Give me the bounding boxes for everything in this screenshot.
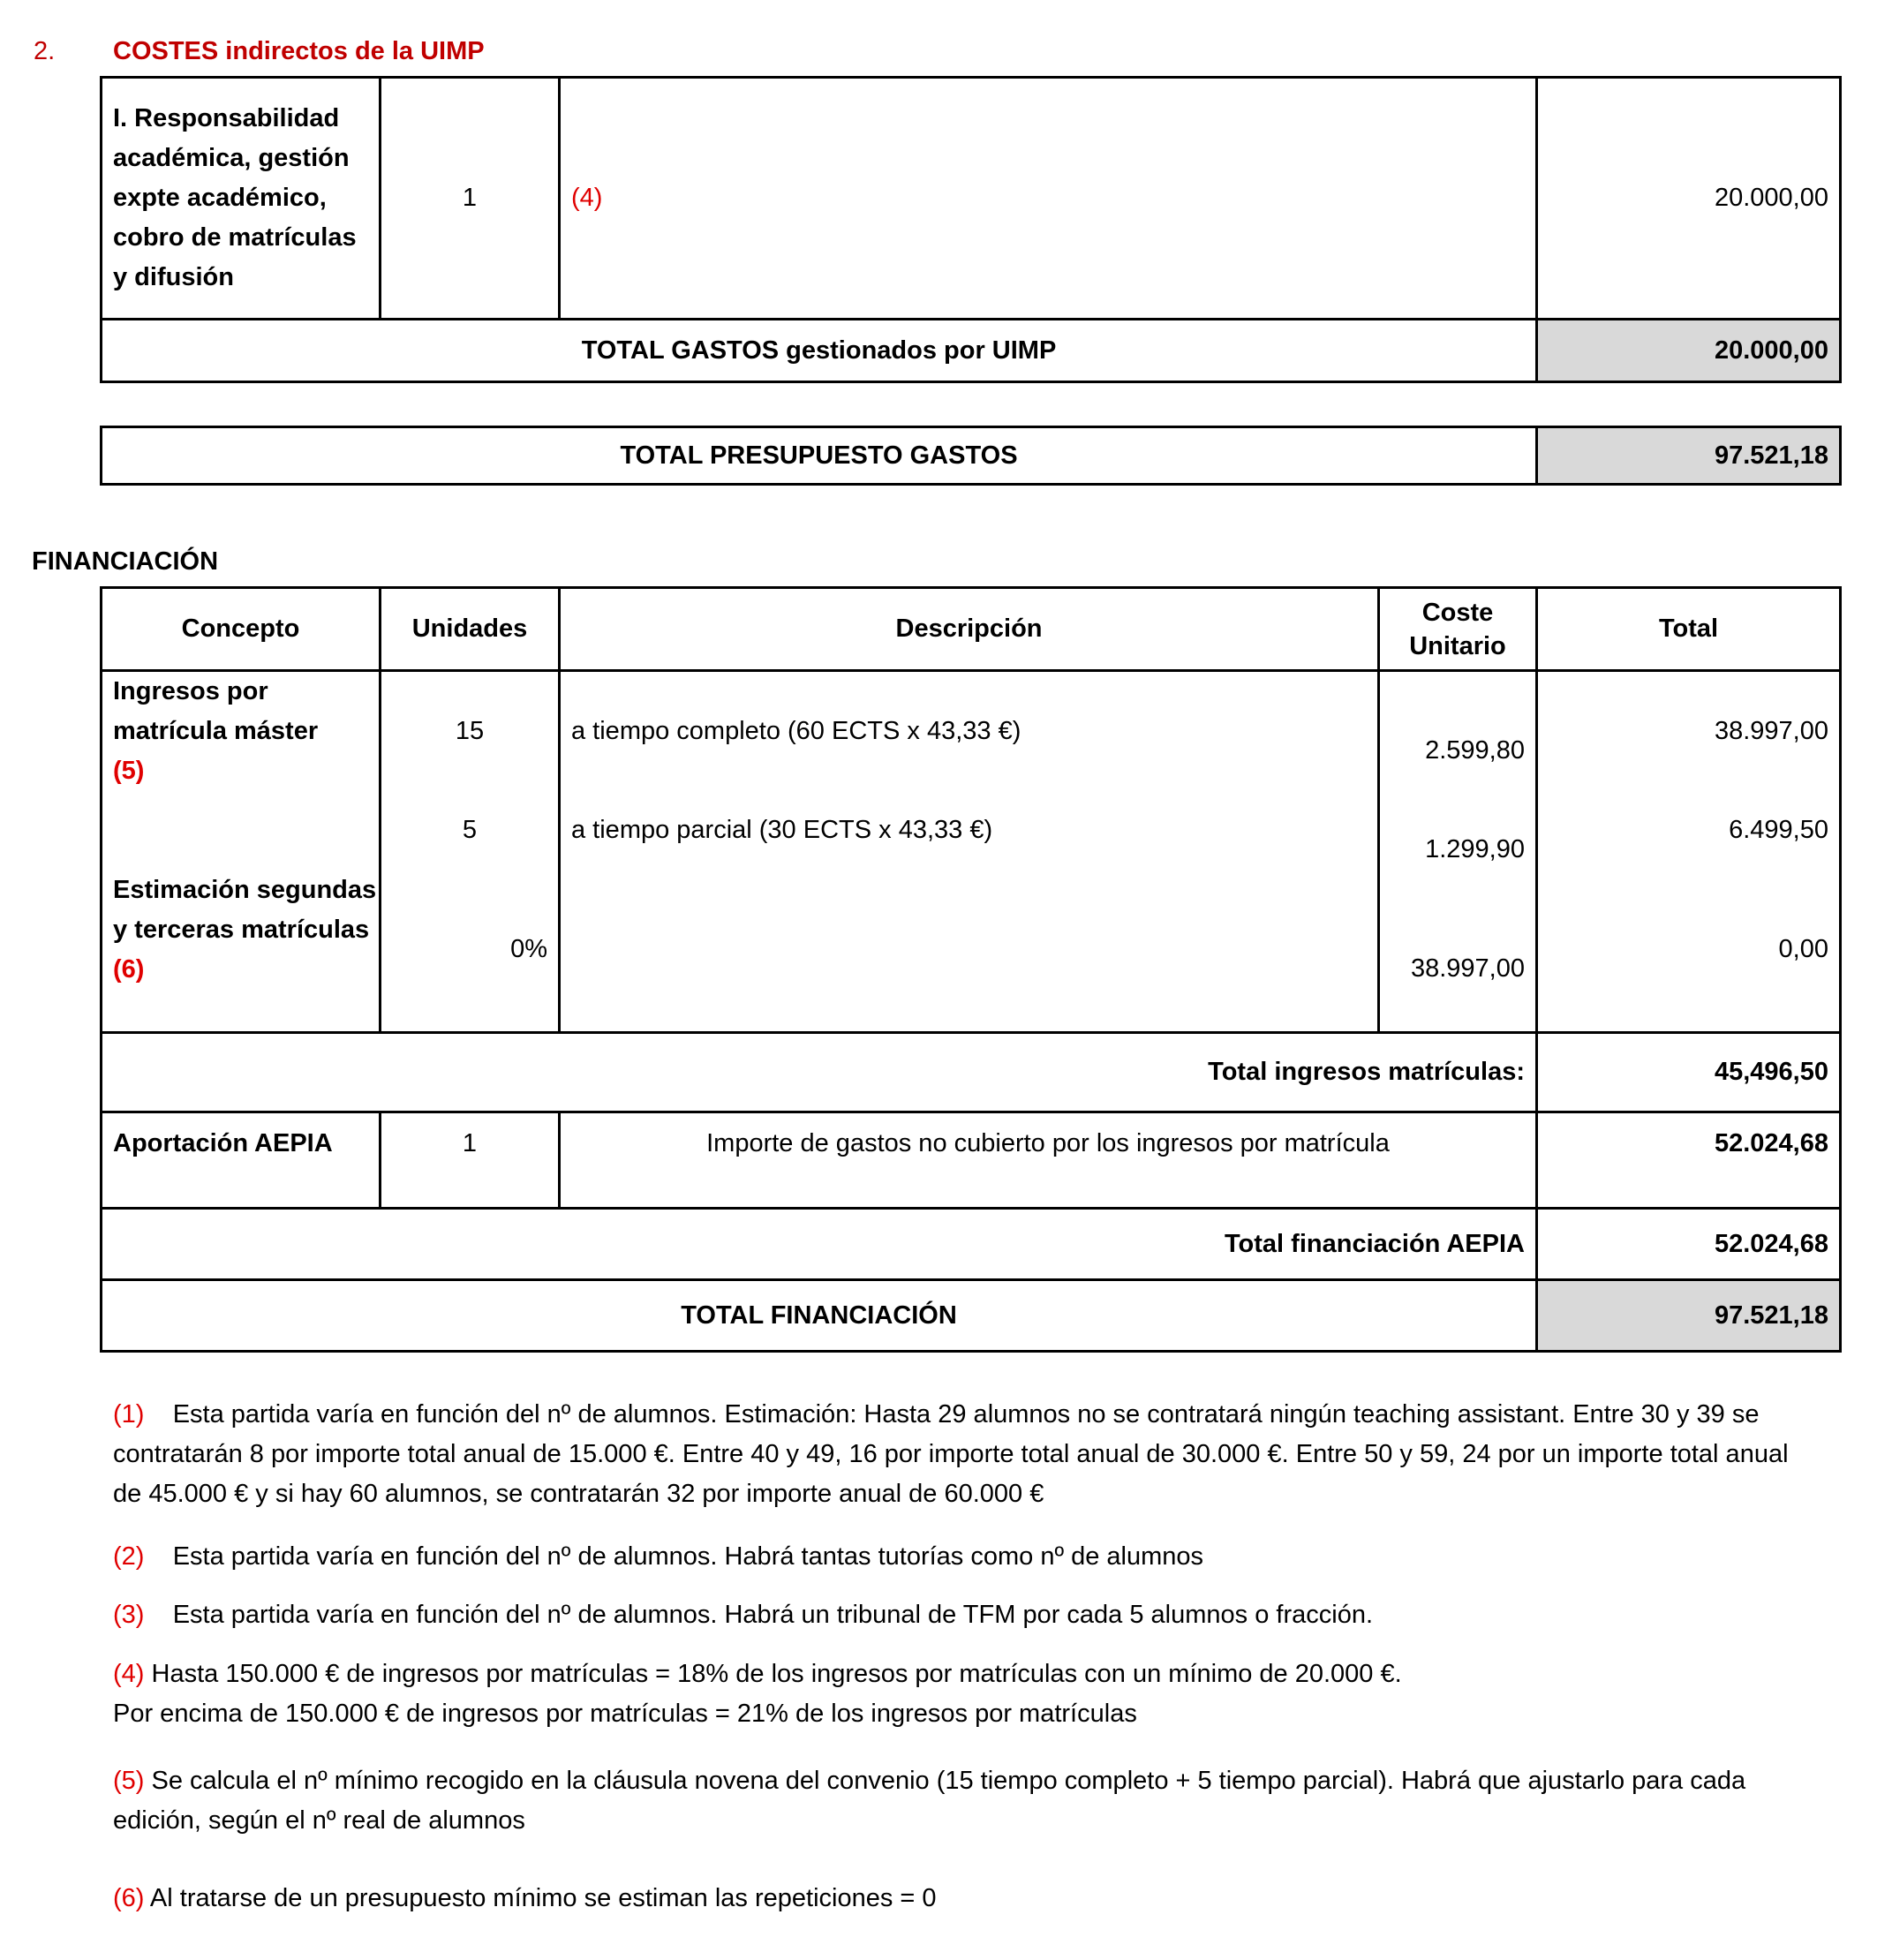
total-cell xyxy=(1537,671,1841,1033)
tuition-total-row xyxy=(102,1033,1841,1112)
table-row xyxy=(102,78,1841,320)
header-description: Descripción xyxy=(560,588,1379,671)
footnote-ref: (4) xyxy=(113,1660,145,1688)
footnote-4 xyxy=(113,1655,1817,1734)
footnote-text: Por encima de 150.000 € de ingresos por matrículas = 21% de los ingresos por matrículas xyxy=(113,1700,1137,1728)
total-value: 20.000,00 xyxy=(1537,320,1841,382)
financing-table xyxy=(100,586,1842,1353)
header-unit-cost: Coste Unitario xyxy=(1379,588,1537,671)
header-row xyxy=(102,588,1841,671)
aepia-total-row xyxy=(102,1209,1841,1280)
budget-total-table xyxy=(100,426,1842,486)
tuition-row xyxy=(102,671,1841,1033)
total-row xyxy=(102,320,1841,382)
footnote-ref: (3) xyxy=(113,1601,145,1629)
aepia-total-label: Total financiación AEPIA xyxy=(102,1209,1537,1280)
footnote-ref: (5) xyxy=(113,1767,145,1795)
tuition-total-value: 45,496,50 xyxy=(1537,1033,1841,1112)
aepia-total: 52.024,68 xyxy=(1537,1112,1841,1209)
grand-total-row xyxy=(102,1280,1841,1352)
total-label: TOTAL GASTOS gestionados por UIMP xyxy=(102,320,1537,382)
footnote-text: Al tratarse de un presupuesto mínimo se estiman las repeticiones = 0 xyxy=(149,1884,937,1912)
footnote-text: Esta partida varía en función del nº de alumnos. Habrá tantas tutorías como nº de alumnos xyxy=(172,1542,1204,1571)
description-value: a tiempo completo (60 ECTS x 43,33 €) xyxy=(571,717,1021,745)
footnote-1 xyxy=(113,1395,1817,1514)
units-cell xyxy=(381,671,560,1033)
unit-cost-value: 2.599,80 xyxy=(1425,736,1525,765)
header-concept: Concepto xyxy=(102,588,381,671)
concept-cell: I. Responsabilidad académica, gestión expte académico, cobro de matrículas y difusión xyxy=(102,78,381,320)
aepia-concept: Aportación AEPIA xyxy=(102,1112,381,1209)
tuition-ref: (5) xyxy=(113,757,145,785)
section-title: COSTES indirectos de la UIMP xyxy=(113,37,485,65)
total-value: 6.499,50 xyxy=(1729,816,1828,844)
grand-total-value: 97.521,18 xyxy=(1537,1280,1841,1352)
footnote-2 xyxy=(113,1537,1817,1577)
units-cell: 1 xyxy=(381,78,560,320)
budget-total-value: 97.521,18 xyxy=(1537,427,1841,485)
footnote-ref: (2) xyxy=(113,1542,145,1571)
footnote-text: Hasta 150.000 € de ingresos por matrículas = 18% de los ingresos por matrículas con un mínimo de 20.000 €. xyxy=(151,1660,1402,1688)
units-value: 5 xyxy=(462,816,478,844)
footnote-6 xyxy=(113,1879,1817,1919)
footnote-ref: (1) xyxy=(113,1400,145,1429)
units-value: 0% xyxy=(510,935,547,963)
aepia-description: Importe de gastos no cubierto por los ingresos por matrícula xyxy=(560,1112,1537,1209)
unit-cost-value: 38.997,00 xyxy=(1410,954,1525,983)
repeat-concept: Estimación segundas y terceras matrículas xyxy=(113,876,377,944)
units-value: 15 xyxy=(455,717,485,745)
footnote-3 xyxy=(113,1595,1817,1635)
footnote-text: Esta partida varía en función del nº de alumnos. Estimación: Hasta 29 alumnos no se contratará ningún teaching assistant. Entre 30 y 39 se contratarán 8 por importe total anual de 15.000 €. Entre 40 y 49, 16 por importe total anual de 30.000 €. Entre 50 y 59, 24 por un importe total anual de 45.000 € y si hay 60 alumnos, se contratarán 32 por importe anual de 60.000 € xyxy=(113,1400,1789,1508)
aepia-units: 1 xyxy=(381,1112,560,1209)
section-number: 2. xyxy=(34,37,56,65)
total-value: 0,00 xyxy=(1778,935,1828,963)
note-ref: (4) xyxy=(560,78,1537,320)
budget-total-label: TOTAL PRESUPUESTO GASTOS xyxy=(102,427,1537,485)
header-units: Unidades xyxy=(381,588,560,671)
header-total: Total xyxy=(1537,588,1841,671)
financing-heading: FINANCIACIÓN xyxy=(32,547,219,576)
total-cell: 20.000,00 xyxy=(1537,78,1841,320)
indirect-costs-table xyxy=(100,76,1842,383)
description-value: a tiempo parcial (30 ECTS x 43,33 €) xyxy=(571,816,993,844)
footnote-5 xyxy=(113,1761,1817,1841)
grand-total-label: TOTAL FINANCIACIÓN xyxy=(102,1280,1537,1352)
concept-cell xyxy=(102,671,381,1033)
footnote-text: Se calcula el nº mínimo recogido en la cláusula novena del convenio (15 tiempo completo + 5 tiempo parcial). Habrá que ajustarlo para cada edición, según el nº real de alumnos xyxy=(113,1767,1746,1835)
repeat-ref: (6) xyxy=(113,955,145,984)
tuition-total-label: Total ingresos matrículas: xyxy=(102,1033,1537,1112)
unit-cost-cell xyxy=(1379,671,1537,1033)
footnote-text: Esta partida varía en función del nº de alumnos. Habrá un tribunal de TFM por cada 5 alumnos o fracción. xyxy=(172,1601,1374,1629)
unit-cost-value: 1.299,90 xyxy=(1425,835,1525,863)
aepia-total-value: 52.024,68 xyxy=(1537,1209,1841,1280)
footnote-ref: (6) xyxy=(113,1884,145,1912)
total-value: 38.997,00 xyxy=(1714,717,1828,745)
tuition-concept: Ingresos por matrícula máster xyxy=(113,677,319,745)
description-cell xyxy=(560,671,1379,1033)
aepia-row xyxy=(102,1112,1841,1209)
